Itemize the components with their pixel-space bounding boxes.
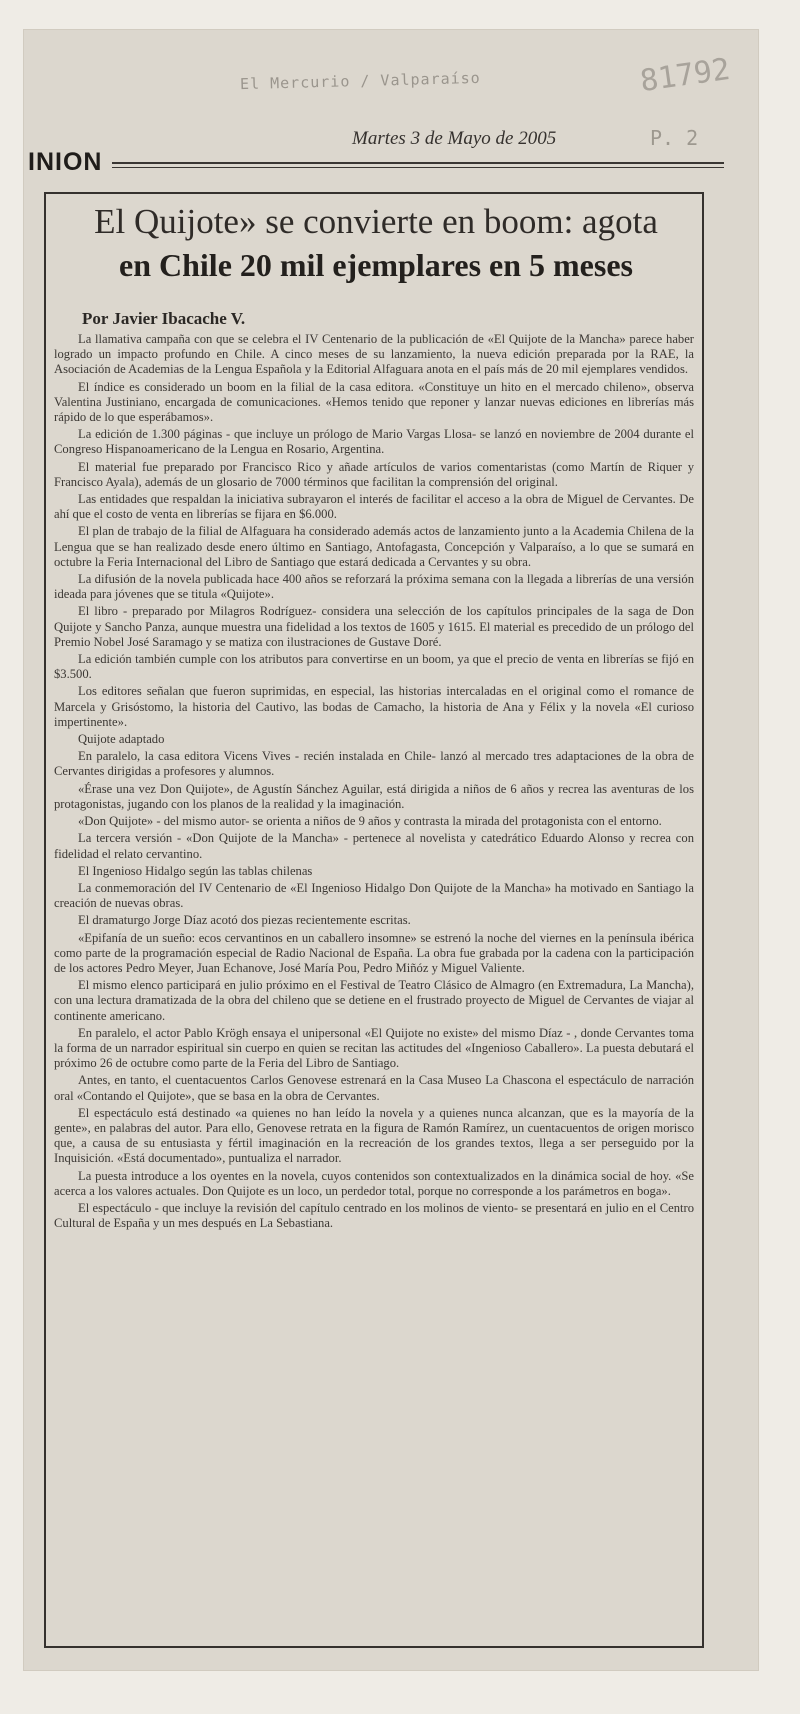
paragraph: La tercera versión - «Don Quijote de la Mancha» - pertenece al novelista y catedrático Eduardo Alonso y recrea con fidelidad el relato cervantino. (54, 831, 694, 861)
headline-line-2: en Chile 20 mil ejemplares en 5 meses (119, 247, 633, 283)
subheading: Quijote adaptado (78, 732, 165, 747)
paragraph: El dramaturgo Jorge Díaz acotó dos piezas recientemente escritas. (78, 913, 411, 928)
page-mark: P. 2 (650, 126, 699, 150)
paragraph: El libro - preparado por Milagros Rodríguez- considera una selección de los capítulos principales de la saga de Don Quijote y Sancho Panza, aunque muestra una fidelidad a los textos de 1605 y 1615. El material es precedido de un prólogo del Premio Nobel José Saramago y se matiza con ilustraciones de Gustave Doré. (54, 604, 694, 649)
paragraph: La puesta introduce a los oyentes en la novela, cuyos contenidos son contextualizados en la dinámica social de hoy. «Se acerca a los valores actuales. Don Quijote es un loco, un perdedor total, porque no corresponde a los parámetros en boga». (54, 1168, 694, 1198)
paragraph: La edición también cumple con los atributos para convertirse en un boom, ya que el precio de venta en librerías se fijó en $3.500. (54, 652, 694, 682)
headline-line-1: El Quijote» se convierte en boom: agota (94, 202, 658, 241)
paragraph: La edición de 1.300 páginas - que incluye un prólogo de Mario Vargas Llosa- se lanzó en noviembre de 2004 durante el Congreso Hispanoamericano de la Lengua en Rosario, Argentina. (54, 427, 694, 457)
paragraph: Las entidades que respaldan la iniciativa subrayaron el interés de facilitar el acceso a la obra de Miguel de Cervantes. De ahí que el costo de venta en librerías se fijara en $6.000. (54, 492, 694, 522)
subheading: El Ingenioso Hidalgo según las tablas chilenas (78, 863, 313, 878)
paragraph: La difusión de la novela publicada hace 400 años se reforzará la próxima semana con la llegada a librerías de una versión ideada para jóvenes que se titula «Quijote». (54, 572, 694, 602)
paragraph: Los editores señalan que fueron suprimidas, en especial, las historias intercaladas en el original como el romance de Marcela y Grisóstomo, la historia del Cautivo, las bodas de Camacho, la historia de Ana y Félix y la novela «El curioso impertinente». (54, 684, 694, 729)
byline: Por Javier Ibacache V. (82, 309, 246, 328)
paragraph: La llamativa campaña con que se celebra el IV Centenario de la publicación de «El Quijote de la Mancha» parece haber logrado un impacto profundo en Chile. A cinco meses de su lanzamiento, la nueva edición preparada por la RAE, la Asociación de Academias de la Lengua Española y la Editorial Alfaguara anota en el país más de 20 mil ejemplares vendidos. (54, 332, 694, 377)
paragraph: El mismo elenco participará en julio próximo en el Festival de Teatro Clásico de Almagro (en Extremadura, La Mancha), con una lectura dramatizada de la obra del chileno que se detiene en el frustrado proyecto de Miguel de Cervantes de viajar al continente americano. (54, 978, 694, 1023)
section-label: INION (28, 148, 103, 176)
archive-number: 81792 (638, 51, 733, 100)
paragraph: En paralelo, la casa editora Vicens Vives - recién instalada en Chile- lanzó al mercado tres adaptaciones de la obra de Cervantes dirigidas a profesores y alumnos. (54, 749, 694, 779)
dateline: Martes 3 de Mayo de 2005 (352, 128, 557, 149)
paragraph: En paralelo, el actor Pablo Krögh ensaya el unipersonal «El Quijote no existe» del mismo Díaz - , donde Cervantes toma la forma de un narrador espiritual sin cuerpo en quien se recitan las actitudes del «Ingenioso Caballero». La puesta debutará el próximo 26 de octubre como parte de la Feria del Libro de Santiago. (54, 1025, 694, 1071)
paragraph: «Don Quijote» - del mismo autor- se orienta a niños de 9 años y contrasta la mirada del protagonista con el entorno. (78, 814, 662, 829)
paragraph: El espectáculo - que incluye la revisión del capítulo centrado en los molinos de viento- se presentará en julio en el Centro Cultural de España y un mes después en La Sebastiana. (54, 1200, 694, 1231)
article-body (54, 332, 694, 1233)
paragraph: «Érase una vez Don Quijote», de Agustín Sánchez Aguilar, está dirigida a niños de 6 años y recrea las aventuras de los protagonistas, jugando con los planos de la realidad y la imaginación. (54, 781, 694, 811)
paragraph: Antes, en tanto, el cuentacuentos Carlos Genovese estrenará en la Casa Museo La Chascona el espectáculo de narración oral «Contando el Quijote», que se basa en la obra de Cervantes. (54, 1073, 694, 1103)
handwritten-note: El Mercurio / Valparaíso (239, 68, 481, 94)
paragraph: El índice es considerado un boom en la filial de la casa editora. «Constituye un hito en el mercado chileno», observa Valentina Justiniano, encargada de comunicaciones. «Hemos tenido que reponer y lanzar nuevas ediciones en librerías más rápido de lo que esperábamos». (54, 379, 694, 425)
paragraph: El plan de trabajo de la filial de Alfaguara ha considerado además actos de lanzamiento junto a la Academia Chilena de la Lengua que se han realizado desde enero último en Santiago, Antofagasta, Concepción y Valparaíso, a lo que se sumará en octubre la Feria Internacional del Libro de Santiago que estará dedicada a Cervantes y su obra. (54, 524, 694, 569)
article-box (44, 192, 704, 1648)
header-rule (112, 162, 724, 168)
paragraph: El espectáculo está destinado «a quienes no han leído la novela y a quienes nunca alcanzan, que es la mayoría de la gente», en palabras del autor. Para ello, Genovese retrata en la figura de Ramón Ramírez, un cuentacuentos de origen morisco que, a causa de su entusiasta y fértil imaginación en la recreación de los grandes textos, llega a ser perseguido por la Inquisición. «Está documentado», puntualiza el narrador. (54, 1105, 694, 1166)
headline (66, 200, 686, 286)
paragraph: El material fue preparado por Francisco Rico y añade artículos de varios comentaristas (como Martín de Riquer y Francisco Ayala), además de un glosario de 7000 términos que facilitan la comprensión del original. (54, 459, 694, 489)
paragraph: «Epifanía de un sueño: ecos cervantinos en un caballero insomne» se estrenó la noche del viernes en la península ibérica como parte de la programación especial de Radio Nacional de España. La obra fue grabada por la cadena con la participación de los actores Pedro Meyer, Juan Echanove, José María Pou, Pedro Miñóz y Miguel Valiente. (54, 930, 694, 975)
paragraph: La conmemoración del IV Centenario de «El Ingenioso Hidalgo Don Quijote de la Mancha» ha motivado en Santiago la creación de nuevas obras. (54, 880, 694, 911)
